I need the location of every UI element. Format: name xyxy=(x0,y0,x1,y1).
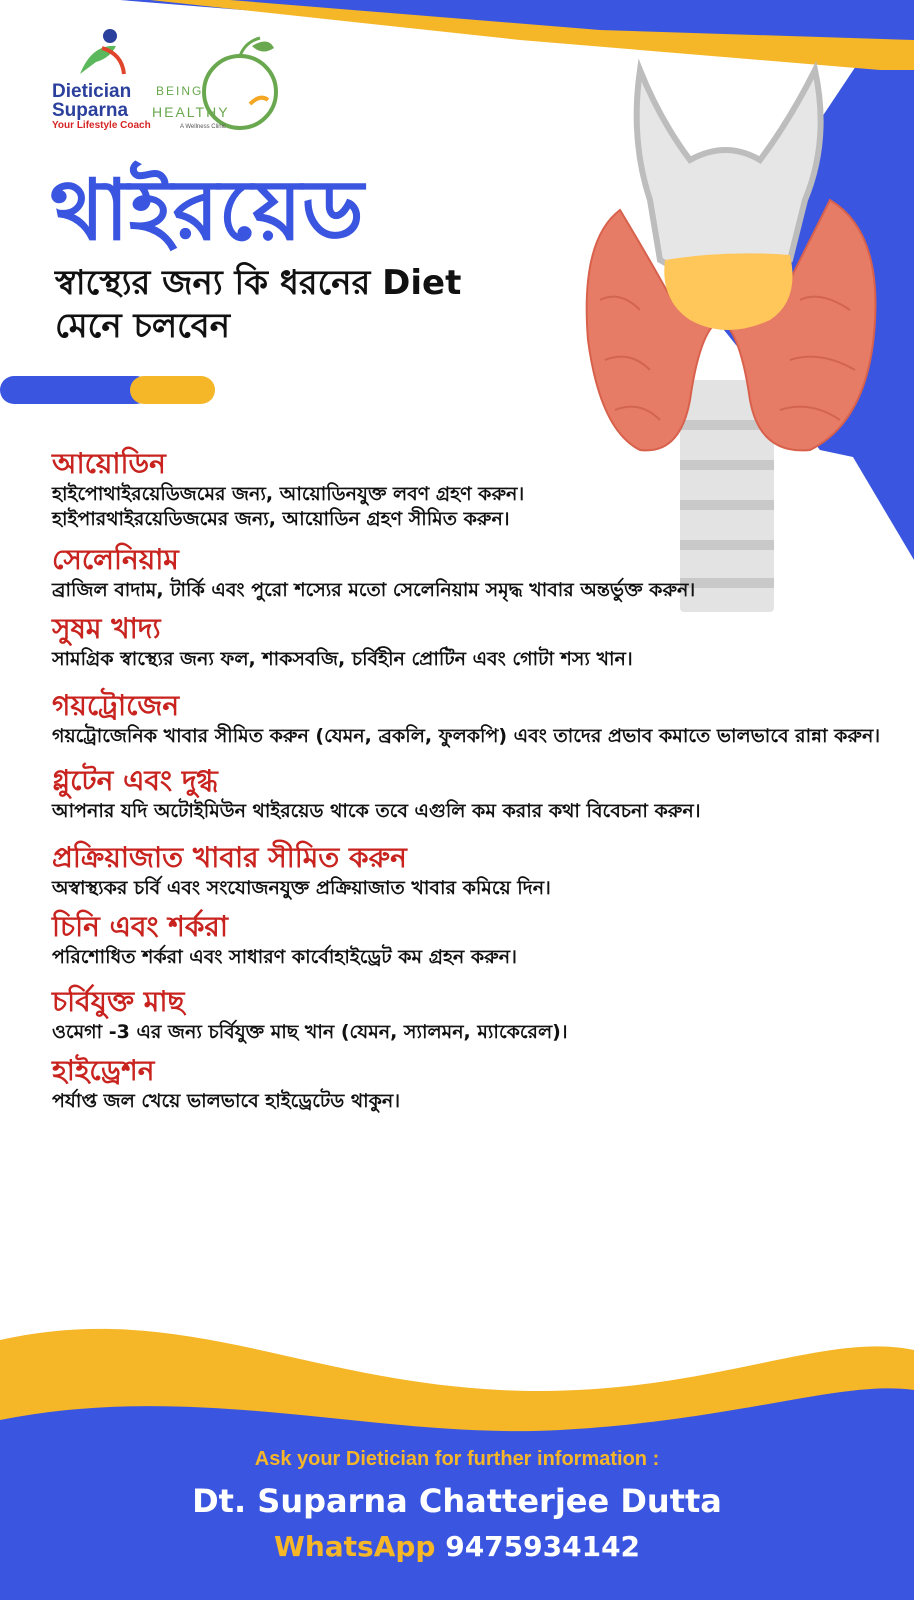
section-heading: হাইড্রেশন xyxy=(52,1054,155,1087)
section-fatty-fish xyxy=(52,984,902,1045)
section-body: গয়ট্রোজেনিক খাবার সীমিত করুন (যেমন, ব্রকলি, ফুলকপি) এবং তাদের প্রভাব কমাতে ভালভাবে রান্না করুন। xyxy=(52,725,881,747)
diet-sections xyxy=(52,446,902,1114)
section-heading: সুষম খাদ্য xyxy=(52,612,161,645)
section-body: সামগ্রিক স্বাস্থ্যের জন্য ফল, শাকসবজি, চর্বিহীন প্রোটিন এবং গোটা শস্য খান। xyxy=(52,648,633,670)
section-body: অস্বাস্থ্যকর চর্বি এবং সংযোজনযুক্ত প্রক্রিয়াজাত খাবার কমিয়ে দিন। xyxy=(52,877,551,899)
logo2-tagline: A Wellness Clinic xyxy=(180,124,226,130)
section-selenium xyxy=(52,542,902,603)
section-body: পর্যাপ্ত জল খেয়ে ভালভাবে হাইড্রেটেড থাকুন। xyxy=(52,1090,401,1112)
section-heading: গয়ট্রোজেন xyxy=(52,689,180,722)
divider-bar-blue xyxy=(0,376,150,404)
section-hydration xyxy=(52,1053,902,1114)
person-leaf-icon xyxy=(72,24,132,80)
whatsapp-number[interactable]: 9475934142 xyxy=(445,1530,641,1563)
whatsapp-label: WhatsApp xyxy=(273,1530,436,1563)
section-body: ওমেগা -3 এর জন্য চর্বিযুক্ত মাছ খান (যেমন, স্যালমন, ম্যাকেরেল)। xyxy=(52,1021,568,1043)
section-body: ব্রাজিল বাদাম, টার্কি এবং পুরো শস্যের মতো সেলেনিয়াম সমৃদ্ধ খাবার অন্তর্ভুক্ত করুন। xyxy=(52,579,696,601)
dietician-suparna-logo xyxy=(44,24,154,140)
being-healthy-logo xyxy=(150,34,290,134)
section-heading: প্রক্রিয়াজাত খাবার সীমিত করুন xyxy=(52,841,407,874)
section-balanced-diet xyxy=(52,611,902,672)
section-processed-food xyxy=(52,840,902,901)
section-heading: চর্বিযুক্ত মাছ xyxy=(52,985,185,1018)
section-iodine xyxy=(52,446,672,532)
section-body: হাইপোথাইরয়েডিজমের জন্য, আয়োডিনযুক্ত লবণ গ্রহণ করুন। হাইপারথাইরয়েডিজমের জন্য, আয়োডিন গ্রহণ সীমিত করুন। xyxy=(52,483,525,530)
page-subtitle: স্বাস্থ্যের জন্য কি ধরনের Diet মেনে চলবেন xyxy=(55,263,462,346)
section-gluten-dairy xyxy=(52,763,812,824)
section-body: আপনার যদি অটোইমিউন থাইরয়েড থাকে তবে এগুলি কম করার কথা বিবেচনা করুন। xyxy=(52,800,701,822)
section-heading: আয়োডিন xyxy=(52,447,166,480)
logo-tagline: Your Lifestyle Coach xyxy=(52,120,151,131)
footer-whatsapp[interactable] xyxy=(0,1530,914,1563)
logo2-line1: BEING xyxy=(156,84,204,98)
page-title: থাইরয়েড xyxy=(50,161,364,259)
section-heading: গ্লুটেন এবং দুগ্ধ xyxy=(52,764,218,797)
divider-bar-yellow xyxy=(130,376,215,404)
section-heading: সেলেনিয়াম xyxy=(52,543,179,576)
footer-ask-text: Ask your Dietician for further information : xyxy=(254,1448,660,1470)
logo2-line2: HEALTHY xyxy=(152,104,230,120)
section-sugar xyxy=(52,909,902,970)
logo-name: Dietician Suparna xyxy=(52,81,132,121)
section-heading: চিনি এবং শর্করা xyxy=(52,910,228,943)
section-body: পরিশোধিত শর্করা এবং সাধারণ কার্বোহাইড্রেট কম গ্রহন করুন। xyxy=(52,946,517,968)
section-goitrogen xyxy=(52,688,902,749)
footer-dietician-name: Dt. Suparna Chatterjee Dutta xyxy=(192,1482,722,1520)
